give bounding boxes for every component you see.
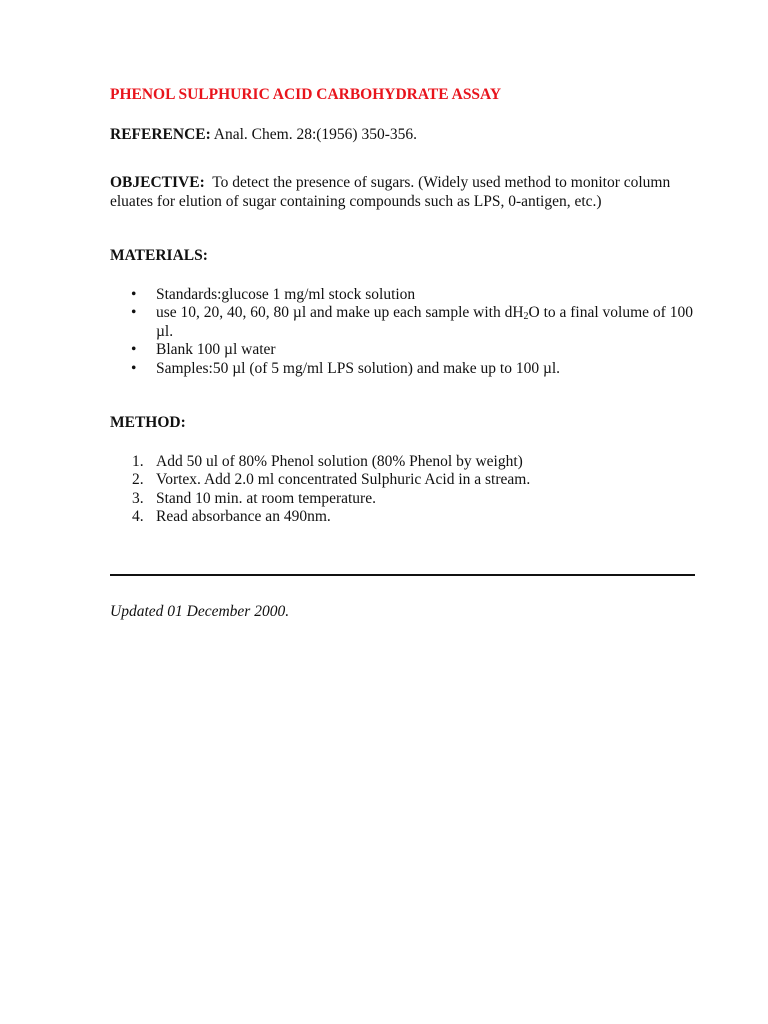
step-text: Read absorbance an 490nm. <box>156 508 331 525</box>
horizontal-divider <box>110 574 695 576</box>
document-body <box>110 86 696 527</box>
material-subscript: 2 <box>523 311 529 322</box>
reference-text: Anal. Chem. 28:(1956) 350-356. <box>210 125 417 143</box>
bullet-icon: • <box>131 341 137 358</box>
materials-list <box>110 286 696 379</box>
reference-line <box>110 126 696 145</box>
list-item <box>110 360 696 379</box>
material-text: Blank 100 µl water <box>156 341 276 358</box>
material-text-after: O to a final volume of 100 µl. <box>156 304 693 340</box>
list-item <box>110 471 696 490</box>
material-text-before: use 10, 20, 40, 60, 80 µl and make up each sample with dH <box>156 304 524 321</box>
step-number: 2. <box>132 471 144 488</box>
step-number: 1. <box>132 452 144 470</box>
step-text: Vortex. Add 2.0 ml concentrated Sulphuric Acid in a stream. <box>156 471 531 488</box>
list-item <box>110 508 696 527</box>
document-title: PHENOL SULPHURIC ACID CARBOHYDRATE ASSAY <box>110 86 502 103</box>
list-item <box>110 453 696 472</box>
objective-label: OBJECTIVE: <box>110 174 205 191</box>
list-item <box>110 490 696 509</box>
step-text: Add 50 ul of 80% Phenol solution (80% Phenol by weight) <box>156 452 523 470</box>
bullet-icon: • <box>131 304 137 321</box>
objective-paragraph <box>110 174 696 211</box>
materials-heading: MATERIALS: <box>110 247 208 264</box>
bullet-icon: • <box>131 285 137 303</box>
bullet-icon: • <box>131 359 137 377</box>
material-text: Samples:50 µl (of 5 mg/ml LPS solution) and make up to 100 µl. <box>156 359 561 377</box>
step-number: 4. <box>132 508 144 525</box>
step-number: 3. <box>132 489 144 507</box>
material-text: Standards:glucose 1 mg/ml stock solution <box>156 285 416 303</box>
list-item <box>110 304 696 341</box>
reference-label: REFERENCE: <box>110 125 211 143</box>
updated-note: Updated 01 December 2000. <box>110 603 290 620</box>
method-list <box>110 453 696 527</box>
objective-text: To detect the presence of sugars. (Widely used method to monitor column eluates for elution of sugar containing compounds such as LPS, 0-antigen, etc.) <box>110 174 675 210</box>
step-text: Stand 10 min. at room temperature. <box>156 489 376 507</box>
list-item <box>110 286 696 305</box>
list-item <box>110 341 696 360</box>
method-heading: METHOD: <box>110 414 186 431</box>
